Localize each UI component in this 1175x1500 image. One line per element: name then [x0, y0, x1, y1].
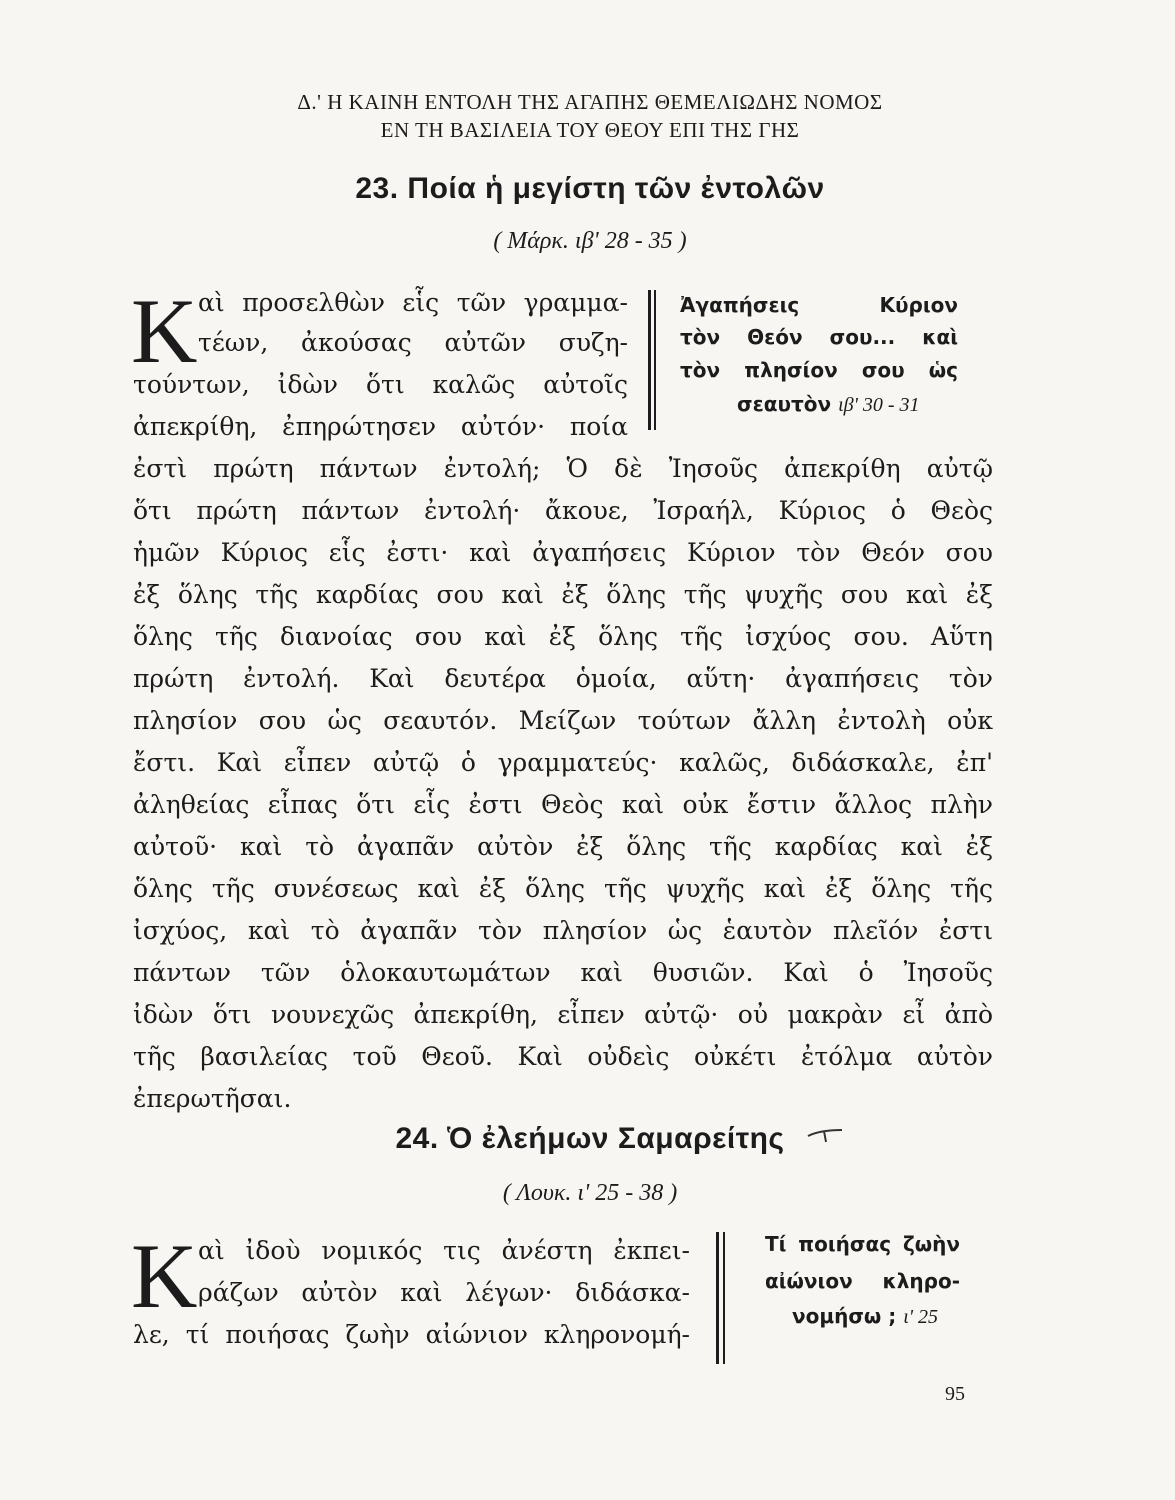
- chapter-header-line-1: Δ.' Η ΚΑΙΝΗ ΕΝΤΟΛΗ ΤΗΣ ΑΓΑΠΗΣ ΘΕΜΕΛΙΩΔΗΣ ΝΟΜΟΣ: [297, 90, 883, 114]
- body-line: πρώτη ἐντολή. Καὶ δευτέρα ὁμοία, αὕτη· ἀγαπήσεις τὸν: [133, 664, 993, 693]
- body-line: ὅτι πρώτη πάντων ἐντολή· ἄκουε, Ἰσραήλ, Κύριος ὁ Θεὸς: [133, 496, 993, 525]
- body-line: ὅλης τῆς συνέσεως καὶ ἐξ ὅλης τῆς ψυχῆς καὶ ἐξ ὅλης τῆς: [133, 874, 993, 903]
- body-line: ἐστὶ πρώτη πάντων ἐντολή; Ὁ δὲ Ἰησοῦς ἀπεκρίθη αὐτῷ: [133, 454, 993, 483]
- section-24-reference: ( Λουκ. ι' 25 - 38 ): [502, 1180, 678, 1206]
- sidenote-rule: [648, 290, 651, 430]
- section-24-short-line: ράζων αὐτὸν καὶ λέγων· διδάσκα-: [198, 1278, 690, 1307]
- section-24-dropcap: Κ: [131, 1225, 198, 1327]
- section-23-title: 23. Ποία ἡ μεγίστη τῶν ἐντολῶν: [355, 172, 825, 205]
- sidenote-line: τὸν πλησίον σου ὡς: [680, 358, 958, 382]
- section-23-short-line: τούντων, ἰδὼν ὅτι καλῶς αὐτοῖς: [133, 370, 628, 399]
- section-23-reference: ( Μάρκ. ιβ' 28 - 35 ): [493, 228, 687, 254]
- sidenote-line: Ἀγαπήσεις Κύριον: [680, 293, 958, 317]
- body-line: πάντων τῶν ὁλοκαυτωμάτων καὶ θυσιῶν. Καὶ ὁ Ἰησοῦς: [133, 958, 993, 987]
- body-line: ἐξ ὅλης τῆς καρδίας σου καὶ ἐξ ὅλης τῆς ψυχῆς σου καὶ ἐξ: [133, 580, 993, 609]
- body-line: τῆς βασιλείας τοῦ Θεοῦ. Καὶ οὐδεὶς οὐκέτι ἐτόλμα αὐτὸν: [133, 1042, 993, 1071]
- body-line: ἔστι. Καὶ εἶπεν αὐτῷ ὁ γραμματεύς· καλῶς, διδάσκαλε, ἐπ': [133, 748, 993, 777]
- pen-mark-icon: [806, 1124, 846, 1146]
- body-line: πλησίον σου ὡς σεαυτόν. Μείζων τούτων ἄλλη ἐντολὴ οὐκ: [133, 706, 993, 735]
- body-line: ἀληθείας εἶπας ὅτι εἷς ἐστι Θεὸς καὶ οὐκ ἔστιν ἄλλος πλὴν: [133, 790, 993, 819]
- sidenote-rule: [723, 1232, 725, 1364]
- sidenote-rule: [654, 290, 656, 430]
- sidenote-line: [792, 1304, 938, 1329]
- chapter-header-line-2: ΕΝ ΤΗ ΒΑΣΙΛΕΙΑ ΤΟΥ ΘΕΟΥ ΕΠΙ ΤΗΣ ΓΗΣ: [380, 118, 800, 142]
- sidenote-line: αἰώνιον κληρο-: [765, 1269, 960, 1293]
- section-24-title: 24. Ὁ ἐλεήμων Σαμαρείτης: [395, 1122, 785, 1155]
- sidenote-text: σεαυτὸν: [737, 392, 832, 416]
- sidenote-line: [737, 392, 920, 417]
- section-23-short-line: τέων, ἀκούσας αὐτῶν συζη-: [198, 328, 628, 357]
- sidenote-rule: [716, 1232, 719, 1364]
- body-line: ἰδὼν ὅτι νουνεχῶς ἀπεκρίθη, εἶπεν αὐτῷ· οὐ μακρὰν εἶ ἀπὸ: [133, 1000, 993, 1029]
- page-number: 95: [945, 1383, 965, 1405]
- section-23-short-line: ἀπεκρίθη, ἐπηρώτησεν αὐτόν· ποία: [133, 412, 628, 441]
- sidenote-reference: ι' 25: [903, 1306, 939, 1328]
- sidenote-text: νομήσω ;: [792, 1304, 897, 1328]
- body-line-last: ἐπερωτῆσαι.: [133, 1084, 292, 1113]
- chapter-header: [130, 88, 1050, 144]
- section-23-short-line: αὶ προσελθὼν εἷς τῶν γραμμα-: [198, 288, 628, 317]
- body-line: ἰσχύος, καὶ τὸ ἀγαπᾶν τὸν πλησίον ὡς ἑαυτὸν πλεῖόν ἐστι: [133, 916, 993, 945]
- sidenote-line: Τί ποιήσας ζωὴν: [765, 1232, 960, 1256]
- body-line: ὅλης τῆς διανοίας σου καὶ ἐξ ὅλης τῆς ἰσχύος σου. Αὕτη: [133, 622, 993, 651]
- section-24-short-line: λε, τί ποιήσας ζωὴν αἰώνιον κληρονομή-: [133, 1320, 690, 1349]
- section-24-short-line: αὶ ἰδοὺ νομικός τις ἀνέστη ἐκπει-: [198, 1236, 690, 1265]
- section-23-dropcap: Κ: [131, 280, 198, 382]
- sidenote-line: τὸν Θεόν σου... καὶ: [680, 325, 958, 349]
- body-line: αὐτοῦ· καὶ τὸ ἀγαπᾶν αὐτὸν ἐξ ὅλης τῆς καρδίας καὶ ἐξ: [133, 832, 993, 861]
- body-line: ἡμῶν Κύριος εἷς ἐστι· καὶ ἀγαπήσεις Κύριον τὸν Θεόν σου: [133, 538, 993, 567]
- sidenote-reference: ιβ' 30 - 31: [838, 394, 920, 416]
